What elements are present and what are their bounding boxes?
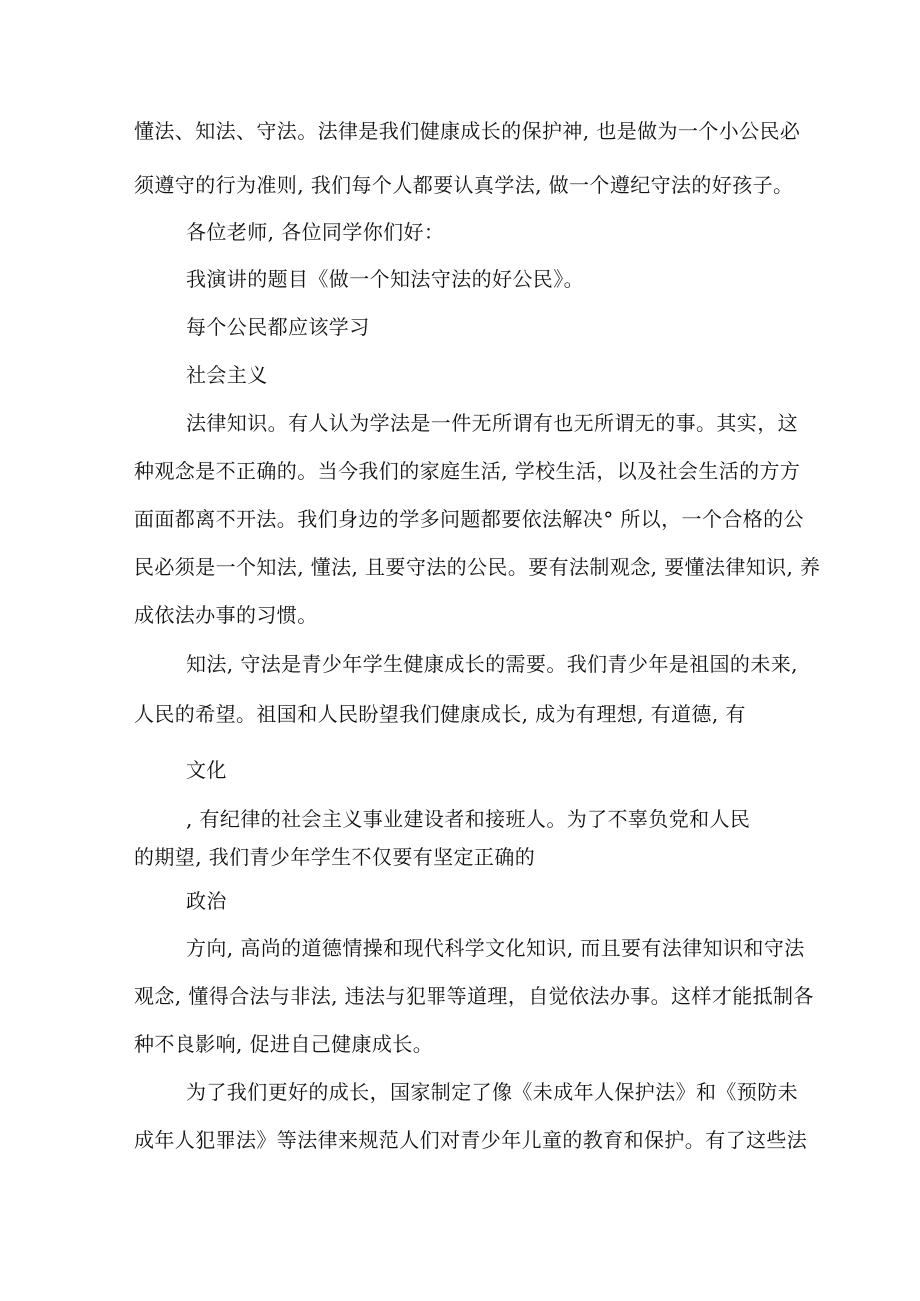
text-line-15: , 有纪律的社会主义事业建设者和接班人。为了不辜负党和人民: [186, 807, 751, 831]
text-line-5: 每个公民都应该学习: [186, 315, 370, 339]
text-line-6: 社会主义: [186, 363, 268, 387]
text-line-14: 文化: [186, 758, 227, 782]
text-line-10: 民必须是一个知法, 懂法, 且要守法的公民。要有法制观念, 要懂法律知识, 养: [134, 555, 821, 579]
text-line-16: 的期望, 我们青少年学生不仅要有坚定正确的: [134, 845, 536, 869]
text-line-9: 面面都离不开法。我们身边的学多问题都要依法解决° 所以，一个合格的公: [134, 507, 804, 531]
text-line-21: 为了我们更好的成长，国家制定了像《未成年人保护法》和《预防未: [186, 1080, 798, 1104]
text-line-20: 种不良影响, 促进自己健康成长。: [134, 1032, 434, 1056]
text-line-7: 法律知识。有人认为学法是一件无所谓有也无所谓无的事。其实，这: [186, 411, 798, 435]
text-line-8: 种观念是不正确的。当今我们的家庭生活, 学校生活，以及社会生活的方方: [134, 459, 801, 483]
text-line-13: 人民的希望。祖国和人民盼望我们健康成长, 成为有理想, 有道德, 有: [134, 702, 746, 726]
text-line-12: 知法, 守法是青少年学生健康成长的需要。我们青少年是祖国的未来,: [186, 652, 798, 676]
text-line-1: 懂法、知法、守法。法律是我们健康成长的保护神, 也是做为一个小公民必: [134, 119, 801, 143]
text-line-11: 成依法办事的习惯。: [134, 603, 318, 627]
text-line-18: 方向, 高尚的道德情操和现代科学文化知识, 而且要有法律知识和守法: [186, 936, 805, 960]
text-line-19: 观念, 懂得合法与非法, 违法与犯罪等道理，自觉依法办事。这样才能抵制各: [134, 984, 814, 1008]
text-line-17: 政治: [186, 889, 227, 913]
speech-title-line: 我演讲的题目《做一个知法守法的好公民》。: [186, 267, 584, 291]
greeting-line: 各位老师, 各位同学你们好：: [186, 220, 445, 244]
text-line-2: 须遵守的行为准则, 我们每个人都要认真学法, 做一个遵纪守法的好孩子。: [134, 173, 794, 197]
text-line-22: 成年人犯罪法》等法律来规范人们对青少年儿童的教育和保护。有了这些法: [134, 1128, 808, 1152]
